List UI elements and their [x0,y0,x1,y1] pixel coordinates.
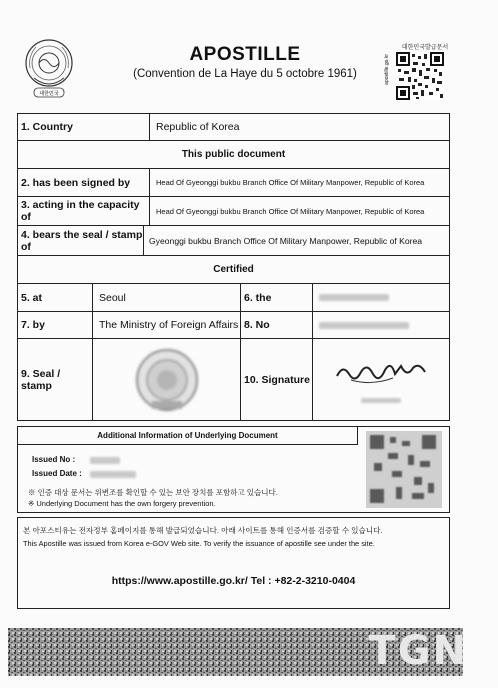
date-value [313,284,449,311]
country-value: Republic of Korea [156,121,240,133]
row-capacity [18,197,449,226]
at-value: Seoul [93,284,241,311]
row-signed-by [18,169,449,197]
country-label: 1. Country [18,114,150,140]
underlying-note-ko: ※ 인증 대상 문서는 위변조를 확인할 수 있는 보안 장치를 포함하고 있습니다. [28,488,278,497]
no-value [313,312,449,338]
signature-scribble-icon [331,356,431,390]
qr-code-icon [396,52,444,100]
row-seal-signature [18,339,449,420]
underlying-document-section [17,426,450,513]
row-seal [18,226,449,256]
no-label: 8. No [241,312,313,338]
signed-by-value: Head Of Gyeonggi bukbu Branch Office Of Military Manpower, Republic of Korea [156,178,425,187]
at-label: 5. at [18,284,93,311]
redacted-issued-no [90,457,120,464]
redacted-issued-date [90,471,136,478]
qr-side-text: apostille.go.kr [384,54,390,85]
row-public-document [18,141,449,169]
notice-korean: 본 아포스티유는 전자정부 홈페이지를 통해 발급되었습니다. 아래 사이트를 통해 인증서를 검증할 수 있습니다. [23,526,383,535]
row-country [18,114,449,141]
underlying-note-en: ※ Underlying Document has the own forgery prevention. [28,499,216,508]
by-value: The Ministry of Foreign Affairs [93,312,241,338]
capacity-label: 3. acting in the capacity of [18,197,150,225]
by-label: 7. by [18,312,93,338]
signed-by-label: 2. has been signed by [18,169,150,196]
document-subtitle: (Convention de La Haye du 5 octobre 1961) [133,68,357,80]
redacted-date [319,294,389,301]
row-certified [18,256,449,284]
underlying-barcode-area [358,427,449,512]
seal-stamp-label: 9. Seal / stamp [18,339,93,420]
seal-value: Gyeonggi bukbu Branch Office Of Military Manpower, Republic of Korea [149,235,423,246]
issuance-notice-section [17,517,450,609]
row-at-date [18,284,449,312]
signature-area [313,339,449,420]
date-label: 6. the [241,284,313,311]
blurred-seal-icon [134,345,200,415]
document-title: APOSTILLE [189,44,301,65]
verification-url[interactable]: https://www.apostille.go.kr/ Tel : +82-2-3210-0404 [111,575,356,587]
issued-date-label: Issued Date : [32,469,82,478]
korea-emblem-seal-icon [24,38,74,102]
underlying-header: Additional Information of Underlying Document [18,427,358,445]
row-by-no [18,312,449,339]
certified-header: Certified [213,264,254,275]
notice-english: This Apostille was issued from Korea e-GOV Web site. To verify the issuance of apostille see under the site. [23,539,375,548]
seal-label: 4. bears the seal / stamp of [18,226,144,255]
capacity-value: Head Of Gyeonggi bukbu Branch Office Of Military Manpower, Republic of Korea [156,206,425,216]
blurred-barcode-icon [358,427,449,512]
public-document-header: This public document [181,149,286,160]
tgn-watermark: TGN [368,628,468,674]
apostille-main-table [17,113,450,421]
signature-label: 10. Signature [241,339,313,420]
issued-no-label: Issued No : [32,455,76,464]
emblem-caption: 대한민국 [39,91,59,97]
qr-caption: 대한민국발급문서 [401,45,449,51]
seal-stamp-area [93,339,241,420]
redacted-signer-name [361,398,401,403]
redacted-number [319,322,409,329]
